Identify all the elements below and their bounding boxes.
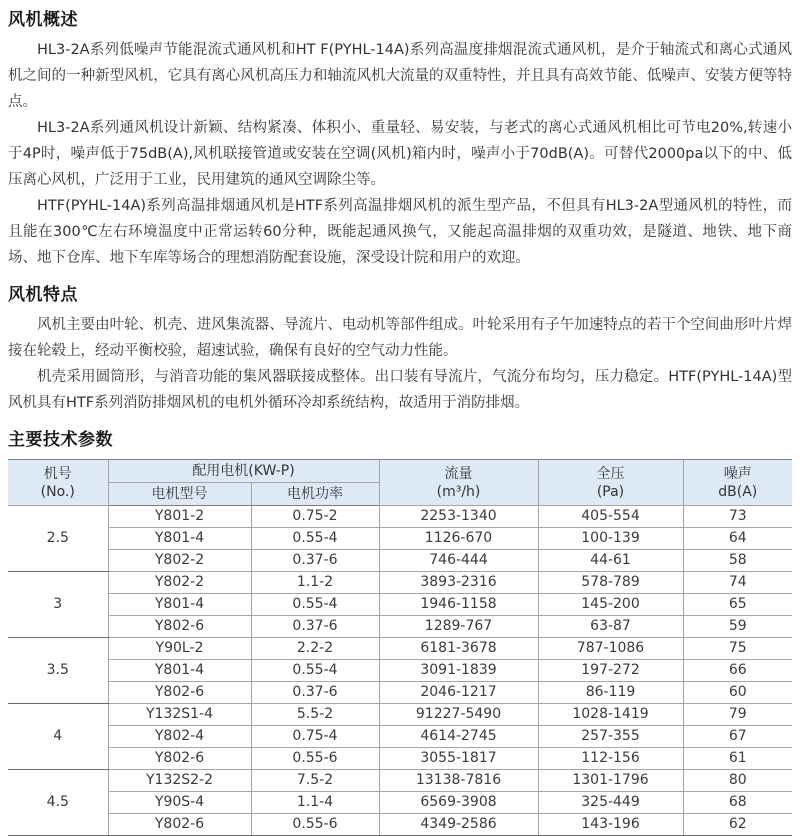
motor-power-cell: 0.55-6: [251, 814, 379, 836]
noise-cell: 80: [683, 770, 792, 792]
fan-size-cell: 3: [8, 572, 108, 638]
motor-power-cell: 7.5-2: [251, 770, 379, 792]
features-heading: 风机特点: [8, 285, 78, 305]
table-row: [8, 638, 792, 660]
specs-table: [8, 459, 792, 836]
motor-power-cell: 1.1-2: [251, 572, 379, 594]
pressure-cell: 197-272: [538, 660, 683, 682]
noise-cell: 74: [683, 572, 792, 594]
pressure-cell: 145-200: [538, 594, 683, 616]
pressure-cell: 578-789: [538, 572, 683, 594]
fan-size-cell: 3.5: [8, 638, 108, 704]
motor-power-cell: 0.55-4: [251, 528, 379, 550]
flow-cell: 746-444: [379, 550, 538, 572]
motor-power-cell: 1.1-4: [251, 792, 379, 814]
table-row: [8, 770, 792, 792]
col-header-noise-line1: 噪声: [723, 465, 752, 482]
pressure-cell: 100-139: [538, 528, 683, 550]
overview-paragraph: HTF(PYHL-14A)系列高温排烟通风机是HTF系列高温排烟风机的派生型产品，不但具有HL3-2A型通风机的特性，而且能在300℃左右环境温度中正常运转60分种，既能起通风换气，又能起高温排烟的双重功效，是隧道、地铁、地下商场、地下仓库、地下车库等场合的理想消防配套设施，深受设计院和用户的欢迎。: [8, 198, 792, 266]
motor-model-cell: Y801-4: [108, 528, 251, 550]
noise-cell: 79: [683, 704, 792, 726]
motor-model-cell: Y802-6: [108, 814, 251, 836]
section-overview: [8, 8, 792, 271]
pressure-cell: 1301-1796: [538, 770, 683, 792]
pressure-cell: 1028-1419: [538, 704, 683, 726]
table-row: [8, 748, 792, 770]
col-header-pressure: [538, 460, 683, 506]
pressure-cell: 325-449: [538, 792, 683, 814]
table-row: [8, 726, 792, 748]
col-header-motor-power: 电机功率: [251, 483, 379, 506]
pressure-cell: 787-1086: [538, 638, 683, 660]
motor-power-cell: 0.37-6: [251, 682, 379, 704]
pressure-cell: 112-156: [538, 748, 683, 770]
table-row: [8, 528, 792, 550]
flow-cell: 2253-1340: [379, 506, 538, 528]
col-header-flow: [379, 460, 538, 506]
noise-cell: 62: [683, 814, 792, 836]
motor-power-cell: 0.55-4: [251, 594, 379, 616]
overview-paragraph: HL3-2A系列低噪声节能混流式通风机和HT F(PYHL-14A)系列高温度排烟混流式通风机，是介于轴流式和离心式通风机之间的一种新型风机，它具有离心风机高压力和轴流风机大流量的双重特性，并且具有高效节能、低噪声、安装方便等特点。: [8, 42, 792, 110]
motor-model-cell: Y801-4: [108, 660, 251, 682]
noise-cell: 59: [683, 616, 792, 638]
table-row: [8, 660, 792, 682]
flow-cell: 91227-5490: [379, 704, 538, 726]
features-paragraph: 风机主要由叶轮、机壳、进风集流器、导流片、电动机等部件组成。叶轮采用有子午加速特点的若干个空间曲形叶片焊接在轮毂上，经动平衡校验，超速试验，确保有良好的空气动力性能。: [8, 317, 792, 359]
noise-cell: 66: [683, 660, 792, 682]
flow-cell: 4614-2745: [379, 726, 538, 748]
col-header-noise: [683, 460, 792, 506]
flow-cell: 3091-1839: [379, 660, 538, 682]
motor-model-cell: Y802-4: [108, 726, 251, 748]
noise-cell: 73: [683, 506, 792, 528]
noise-cell: 75: [683, 638, 792, 660]
col-header-flow-line1: 流量: [444, 465, 473, 482]
specs-table-header: [8, 460, 792, 506]
motor-power-cell: 0.75-4: [251, 726, 379, 748]
motor-model-cell: Y802-6: [108, 616, 251, 638]
table-row: [8, 594, 792, 616]
flow-cell: 6569-3908: [379, 792, 538, 814]
motor-power-cell: 0.55-6: [251, 748, 379, 770]
motor-power-cell: 2.2-2: [251, 638, 379, 660]
motor-power-cell: 0.75-2: [251, 506, 379, 528]
table-row: [8, 506, 792, 528]
motor-model-cell: Y90L-2: [108, 638, 251, 660]
noise-cell: 60: [683, 682, 792, 704]
table-row: [8, 550, 792, 572]
motor-power-cell: 0.55-4: [251, 660, 379, 682]
pressure-cell: 44-61: [538, 550, 683, 572]
col-header-pressure-line1: 全压: [596, 465, 625, 482]
noise-cell: 58: [683, 550, 792, 572]
motor-model-cell: Y132S2-2: [108, 770, 251, 792]
flow-cell: 3055-1817: [379, 748, 538, 770]
motor-power-cell: 0.37-6: [251, 550, 379, 572]
col-header-pressure-line2: (Pa): [596, 483, 625, 500]
fan-size-cell: 4: [8, 704, 108, 770]
noise-cell: 64: [683, 528, 792, 550]
table-row: [8, 814, 792, 836]
features-paragraph: 机壳采用圆筒形，与消音功能的集风器联接成整体。出口装有导流片，气流分布均匀，压力稳定。HTF(PYHL-14A)型风机具有HTF系列消防排烟风机的电机外循环冷却系统结构，故适用于消防排烟。: [8, 369, 792, 411]
noise-cell: 65: [683, 594, 792, 616]
motor-model-cell: Y801-2: [108, 506, 251, 528]
fan-size-cell: 4.5: [8, 770, 108, 836]
flow-cell: 4349-2586: [379, 814, 538, 836]
motor-model-cell: Y802-2: [108, 572, 251, 594]
motor-model-cell: Y802-6: [108, 748, 251, 770]
col-header-flow-line2: (m³/h): [436, 483, 481, 500]
col-header-motor-model: 电机型号: [108, 483, 251, 506]
col-header-fan-size: [8, 460, 108, 506]
flow-cell: 2046-1217: [379, 682, 538, 704]
noise-cell: 67: [683, 726, 792, 748]
flow-cell: 1289-767: [379, 616, 538, 638]
col-header-fan-size-line1: 机号: [43, 465, 72, 482]
col-header-fan-size-line2: (No.): [40, 483, 75, 500]
col-header-noise-line2: dB(A): [718, 483, 758, 500]
noise-cell: 61: [683, 748, 792, 770]
fan-size-cell: 2.5: [8, 506, 108, 572]
overview-paragraph: HL3-2A系列通风机设计新颖、结构紧凑、体积小、重量轻、易安装，与老式的离心式通风机相比可节电20%,转速小于4P时，噪声低于75dB(A),风机联接管道或安装在空调(风机)箱内时，噪声小于70dB(A)。可替代2000pa以下的中、低压离心风机，广泛用于工业，民用建筑的通风空调除尘等。: [8, 120, 792, 188]
overview-heading: 风机概述: [8, 10, 78, 30]
flow-cell: 1126-670: [379, 528, 538, 550]
section-parameters: [8, 428, 792, 836]
flow-cell: 1946-1158: [379, 594, 538, 616]
specs-table-body: [8, 506, 792, 836]
flow-cell: 3893-2316: [379, 572, 538, 594]
motor-model-cell: Y90S-4: [108, 792, 251, 814]
motor-power-cell: 5.5-2: [251, 704, 379, 726]
table-row: [8, 682, 792, 704]
table-row: [8, 792, 792, 814]
table-row: [8, 616, 792, 638]
motor-model-cell: Y801-4: [108, 594, 251, 616]
pressure-cell: 63-87: [538, 616, 683, 638]
flow-cell: 6181-3678: [379, 638, 538, 660]
table-row: [8, 704, 792, 726]
parameters-heading: 主要技术参数: [8, 430, 113, 450]
table-row: [8, 572, 792, 594]
motor-model-cell: Y802-6: [108, 682, 251, 704]
motor-model-cell: Y132S1-4: [108, 704, 251, 726]
noise-cell: 68: [683, 792, 792, 814]
motor-power-cell: 0.37-6: [251, 616, 379, 638]
col-header-motor-group: 配用电机(KW-P): [108, 460, 379, 483]
motor-model-cell: Y802-2: [108, 550, 251, 572]
pressure-cell: 143-196: [538, 814, 683, 836]
pressure-cell: 86-119: [538, 682, 683, 704]
section-features: [8, 283, 792, 416]
flow-cell: 13138-7816: [379, 770, 538, 792]
pressure-cell: 405-554: [538, 506, 683, 528]
pressure-cell: 257-355: [538, 726, 683, 748]
